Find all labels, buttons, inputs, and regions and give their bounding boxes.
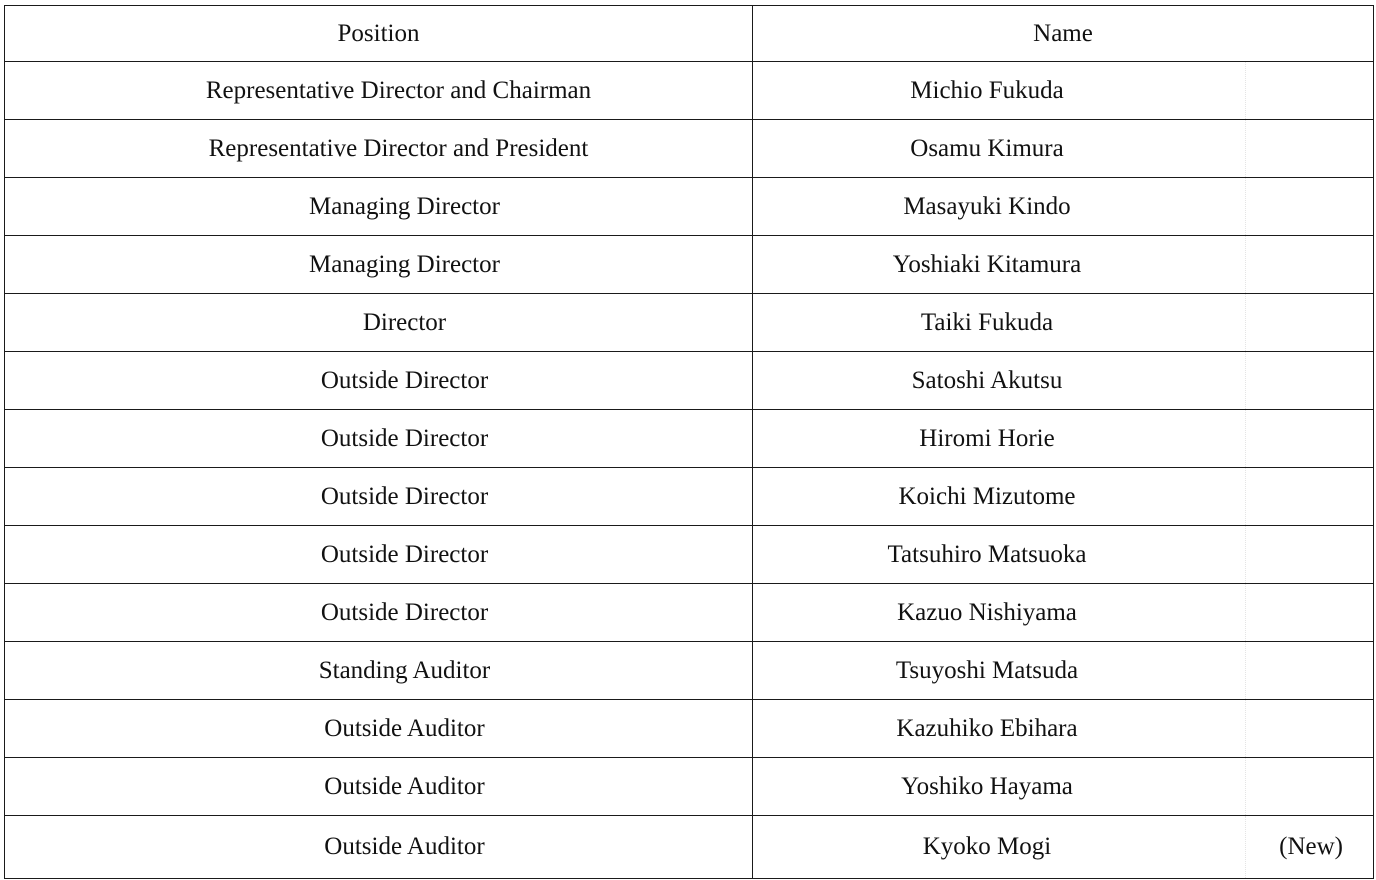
- position-text: Managing Director: [309, 192, 500, 220]
- position-column-header: [5, 6, 753, 62]
- name-text: Tsuyoshi Matsuda: [895, 656, 1079, 684]
- position-cell: [5, 236, 753, 294]
- table-row: [5, 352, 1374, 410]
- position-text: Outside Director: [320, 366, 489, 394]
- cell-divider: [1245, 120, 1246, 177]
- position-text: Representative Director and Chairman: [205, 76, 592, 104]
- name-cell: [753, 758, 1374, 816]
- name-cell: [753, 352, 1374, 410]
- position-text: Outside Director: [320, 424, 489, 452]
- position-cell: [5, 410, 753, 468]
- name-text: Masayuki Kindo: [903, 192, 1071, 220]
- table-header: [5, 6, 1374, 62]
- table-row: [5, 236, 1374, 294]
- position-cell: [5, 62, 753, 120]
- cell-divider: [1245, 468, 1246, 525]
- position-text: Representative Director and President: [208, 134, 589, 162]
- cell-divider: [1245, 700, 1246, 757]
- name-cell: [753, 294, 1374, 352]
- cell-divider: [1245, 410, 1246, 467]
- name-text: Kazuhiko Ebihara: [896, 714, 1078, 742]
- name-cell: [753, 178, 1374, 236]
- table-row: [5, 178, 1374, 236]
- cell-divider: [1245, 816, 1246, 878]
- name-cell: [753, 62, 1374, 120]
- name-cell: [753, 700, 1374, 758]
- name-text: Michio Fukuda: [910, 76, 1064, 104]
- cell-divider: [1245, 642, 1246, 699]
- name-text: Hiromi Horie: [919, 424, 1055, 452]
- name-column-header: [753, 6, 1374, 62]
- position-cell: [5, 584, 753, 642]
- name-cell: [753, 410, 1374, 468]
- position-text: Outside Auditor: [324, 833, 485, 860]
- new-badge: (New): [1279, 833, 1343, 860]
- cell-divider: [1245, 758, 1246, 815]
- position-text: Outside Director: [320, 482, 489, 510]
- cell-divider: [1245, 352, 1246, 409]
- position-text: Outside Auditor: [324, 772, 485, 800]
- table-body: [5, 62, 1374, 879]
- name-text: Koichi Mizutome: [898, 482, 1076, 510]
- name-text: Kyoko Mogi: [922, 833, 1052, 860]
- table-row: [5, 700, 1374, 758]
- name-text: Kazuo Nishiyama: [897, 598, 1077, 626]
- name-cell: [753, 120, 1374, 178]
- name-text: Satoshi Akutsu: [911, 366, 1063, 394]
- table-row: [5, 758, 1374, 816]
- header-row: [5, 6, 1374, 62]
- name-cell: [753, 468, 1374, 526]
- cell-divider: [1245, 62, 1246, 119]
- name-header-label: Name: [1033, 19, 1093, 47]
- position-text: Outside Director: [320, 540, 489, 568]
- name-text: Osamu Kimura: [910, 134, 1064, 162]
- position-text: Standing Auditor: [318, 656, 491, 684]
- table-row: [5, 468, 1374, 526]
- table-row: [5, 410, 1374, 468]
- table-row: [5, 62, 1374, 120]
- name-cell: [753, 584, 1374, 642]
- table-row: [5, 294, 1374, 352]
- position-cell: [5, 700, 753, 758]
- position-cell: [5, 816, 753, 879]
- name-cell: [753, 526, 1374, 584]
- officer-table: [4, 5, 1374, 879]
- cell-divider: [1245, 236, 1246, 293]
- table-row: [5, 584, 1374, 642]
- position-text: Managing Director: [309, 250, 500, 278]
- position-cell: [5, 468, 753, 526]
- position-cell: [5, 526, 753, 584]
- name-cell: [753, 816, 1374, 879]
- position-cell: [5, 352, 753, 410]
- position-cell: [5, 294, 753, 352]
- position-text: Outside Auditor: [324, 714, 485, 742]
- cell-divider: [1245, 294, 1246, 351]
- position-text: Director: [362, 308, 447, 336]
- name-cell: [753, 642, 1374, 700]
- position-header-label: Position: [337, 19, 420, 47]
- cell-divider: [1245, 178, 1246, 235]
- name-text: Taiki Fukuda: [920, 308, 1054, 336]
- cell-divider: [1245, 584, 1246, 641]
- table-row: [5, 120, 1374, 178]
- table-row: [5, 526, 1374, 584]
- table-row: [5, 816, 1374, 879]
- table-row: [5, 642, 1374, 700]
- position-cell: [5, 642, 753, 700]
- position-text: Outside Director: [320, 598, 489, 626]
- name-text: Yoshiaki Kitamura: [892, 250, 1082, 278]
- name-cell: [753, 236, 1374, 294]
- cell-divider: [1245, 526, 1246, 583]
- name-text: Tatsuhiro Matsuoka: [887, 540, 1087, 568]
- position-cell: [5, 178, 753, 236]
- position-cell: [5, 120, 753, 178]
- position-cell: [5, 758, 753, 816]
- name-text: Yoshiko Hayama: [901, 772, 1073, 800]
